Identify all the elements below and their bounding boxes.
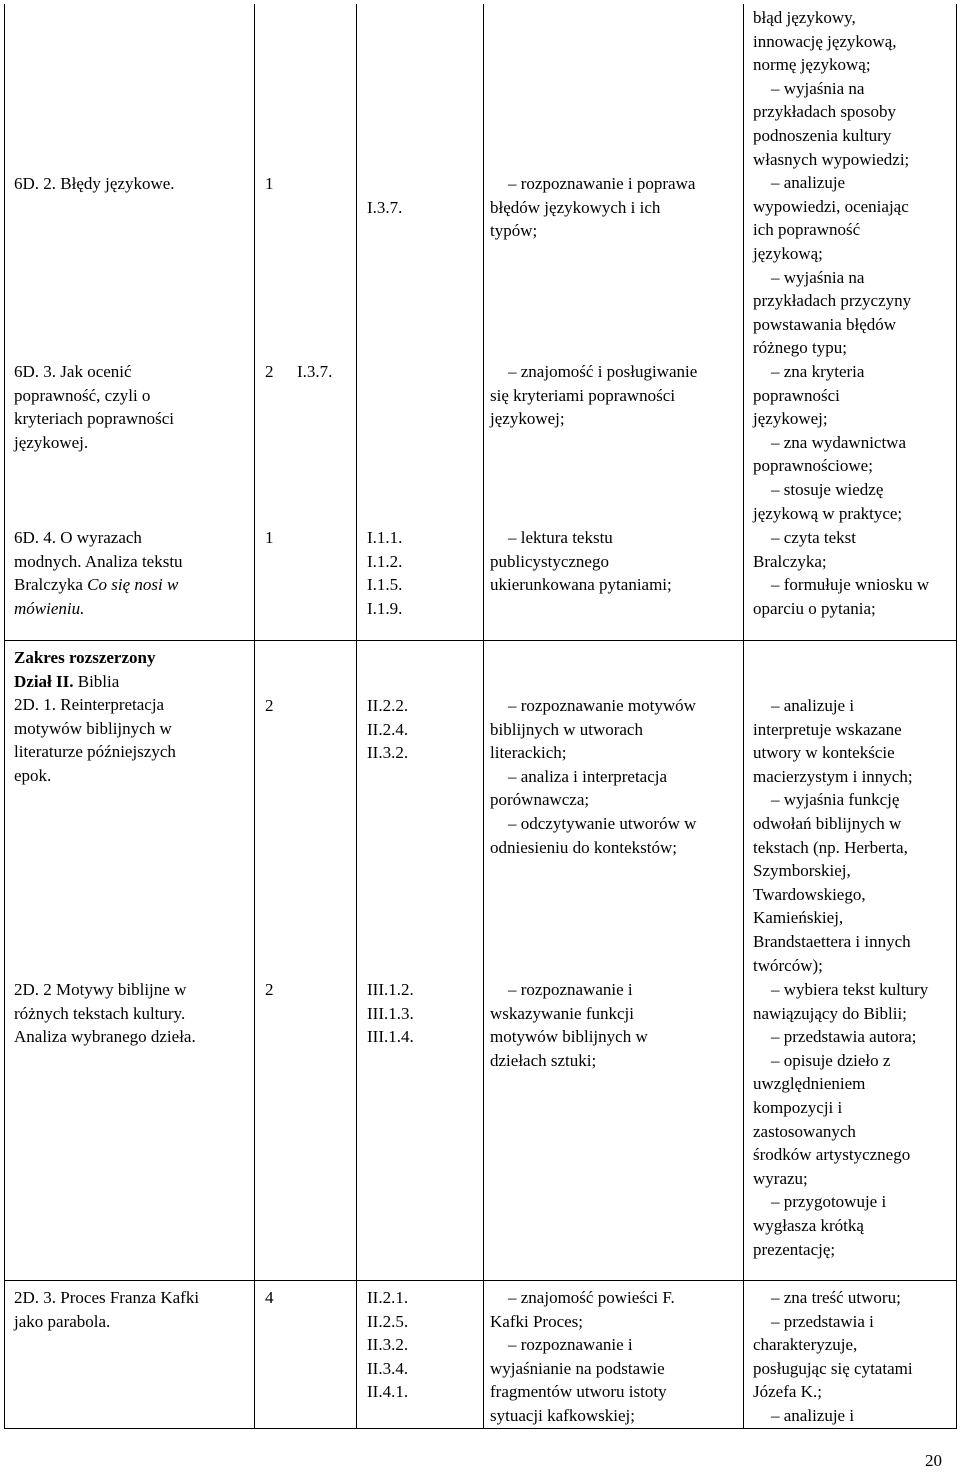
req-line: odwołań biblijnych w [753,813,902,833]
req-line: – zna wydawnictwa [753,431,906,455]
req-line: poprawnościowe; [753,456,873,476]
req-line: zastosowanych [753,1121,856,1141]
code-item: I.1.2. [367,551,403,571]
topic-cell [14,1286,199,1333]
topic-line: motywów biblijnych w [14,718,172,738]
hours-cell [265,526,274,550]
req-line: przykładach przyczyny [753,291,912,311]
req-line: – przedstawia i [753,1310,913,1334]
req-line: – przygotowuje i [753,1190,928,1214]
topic-line: Analiza wybranego dzieła. [14,1027,196,1047]
section-dzial-name: Biblia [73,671,120,691]
requirements-cell [753,694,913,977]
requirements-cell [753,1286,913,1428]
code-item: II.3.2. [367,1335,409,1355]
topic-line: 6D. 3. Jak ocenić [14,362,132,381]
req-line: Kamieńskiej, [753,908,844,928]
topic-line: 6D. 4. O wyrazach [14,528,142,547]
code-item: II.2.4. [367,719,409,739]
hours-value: 2 [265,362,274,381]
req-line: – wyjaśnia funkcję [753,788,913,812]
requirements-cell [753,978,928,1261]
requirements-cell [753,526,929,620]
content-line: publicystycznego [490,551,609,571]
topic-title-italic: Co się nosi w [87,575,179,595]
code-item: I.1.5. [367,575,403,595]
topic-line: 2D. 1. Reinterpretacja [14,695,165,715]
content-line: typów; [490,221,538,241]
topic-line: 2D. 2 Motywy biblijne w [14,980,187,999]
req-line: – wyjaśnia na [753,266,911,290]
requirements-cell [753,360,906,525]
codes-cell [367,526,402,620]
code-item: II.2.2. [367,696,409,715]
hours-value: 2 [265,980,274,999]
code-item: III.1.2. [367,980,414,999]
topic-line: poprawność, czyli o [14,385,151,405]
content-line: – analiza i interpretacja [490,765,696,789]
hours-cell [265,694,274,718]
req-line: własnych wypowiedzi; [753,149,910,169]
content-line: literackich; [490,743,567,763]
req-line: powstawania błędów [753,314,897,334]
topic-line-mixed [14,573,183,597]
req-line: wypowiedzi, oceniając [753,196,909,216]
hours-value: 2 [265,696,274,715]
req-line: – stosuje wiedzę [753,478,906,502]
codes-cell [367,978,414,1049]
content-line: sytuacji kafkowskiej; [490,1405,635,1425]
content-line: – rozpoznawanie i poprawa [490,172,695,196]
content-line: błędów językowych i ich [490,197,661,217]
req-line: środków artystycznego [753,1145,911,1165]
code-item: II.3.4. [367,1358,409,1378]
topic-cell [14,646,176,788]
req-line: ich poprawność [753,220,861,240]
content-line: – znajomość powieści F. [490,1286,675,1310]
topic-line: modnych. Analiza tekstu [14,551,183,571]
hours-value: 4 [265,1288,274,1307]
table-col-divider-4 [743,4,744,1428]
topic-line: językowej. [14,432,89,452]
content-cell [490,526,672,597]
requirements-cell [753,6,911,360]
req-line: innowację językową, [753,31,897,51]
req-line: kompozycji i [753,1097,843,1117]
content-line: ukierunkowana pytaniami; [490,575,672,595]
table-border-bottom [4,1428,957,1429]
hours-cell [265,172,274,196]
req-line: Twardowskiego, [753,884,866,904]
content-line: językowej; [490,409,565,429]
code-item: II.2.5. [367,1311,409,1331]
req-line: macierzystym i innych; [753,766,913,786]
content-line: dziełach sztuki; [490,1050,597,1070]
req-line: tekstach (np. Herberta, [753,837,908,857]
req-line: nawiązujący do Biblii; [753,1003,907,1023]
content-cell [490,978,648,1072]
topic-line: kryteriach poprawności [14,409,175,429]
section-subheading [14,670,176,694]
req-line: – czyta tekst [753,526,929,550]
hours-value: 1 [265,174,274,193]
req-line: poprawności [753,385,840,405]
content-line: – znajomość i posługiwanie [490,360,697,384]
req-line: – zna treść utworu; [753,1286,913,1310]
req-line: wyrazu; [753,1168,808,1188]
table-col-divider-2 [356,4,357,1428]
content-line: odniesieniu do kontekstów; [490,837,677,857]
content-line: wskazywanie funkcji [490,1003,634,1023]
content-line: – lektura tekstu [490,526,672,550]
content-line: się kryteriami poprawności [490,385,676,405]
code-item: I.3.7. [367,198,403,217]
code-item: II.3.2. [367,743,409,763]
section-heading: Zakres rozszerzony [14,648,156,667]
req-line: normę językową; [753,55,871,75]
req-line: – zna kryteria [753,360,906,384]
table-col-divider-3 [483,4,484,1428]
table-border-left [4,4,5,1428]
code-item: I.3.7. [297,362,333,381]
topic-cell [14,172,175,196]
table-row-divider-1 [4,640,957,641]
topic-cell [14,526,183,620]
page-number: 20 [925,1451,942,1471]
req-line: – analizuje [753,171,911,195]
content-cell [490,172,695,243]
req-line: oparciu o pytania; [753,598,876,618]
table-col-divider-1 [254,4,255,1428]
content-cell [490,1286,675,1428]
code-item: III.1.3. [367,1003,414,1023]
content-line: – rozpoznawanie i [490,1333,675,1357]
content-line: Kafki Proces; [490,1311,584,1331]
codes-cell [367,694,408,765]
code-item: I.1.1. [367,528,403,547]
hours-cell [265,978,274,1002]
codes-cell [367,196,402,220]
req-line: uwzględnieniem [753,1074,866,1094]
code-item: II.2.1. [367,1288,409,1307]
req-line: – przedstawia autora; [753,1025,928,1049]
content-line: wyjaśnianie na podstawie [490,1358,665,1378]
content-line: porównawcza; [490,790,590,810]
req-line: Józefa K.; [753,1382,822,1402]
req-line: – analizuje i [753,1404,913,1428]
content-line: – rozpoznawanie i [490,978,648,1002]
req-line: językową w praktyce; [753,503,903,523]
code-item: III.1.4. [367,1027,414,1047]
req-line: twórców); [753,955,823,975]
req-line: Szymborskiej, [753,861,851,881]
hours-value: 1 [265,528,274,547]
content-line: – rozpoznawanie motywów [490,694,696,718]
code-item: I.1.9. [367,598,403,618]
codes-cell [297,360,332,384]
topic-line: jako parabola. [14,1311,111,1331]
req-line: językową; [753,243,823,263]
codes-cell [367,1286,408,1404]
topic-line: literaturze późniejszych [14,742,176,762]
table-row-divider-2 [4,1280,957,1281]
req-line: charakteryzuje, [753,1335,858,1355]
req-line: językowej; [753,409,828,429]
code-item: II.4.1. [367,1382,409,1402]
req-line: przykładach sposoby [753,102,897,122]
topic-line: różnych tekstach kultury. [14,1003,186,1023]
topic-cell [14,978,196,1049]
content-line: fragmentów utworu istoty [490,1382,667,1402]
req-line: utwory w kontekście [753,743,895,763]
hours-cell [265,1286,274,1310]
req-line: Brandstaettera i innych [753,931,911,951]
req-line: różnego typu; [753,338,847,358]
req-line: – wyjaśnia na [753,77,911,101]
req-line: – analizuje i [753,694,913,718]
req-line: – wybiera tekst kultury [753,978,928,1002]
req-line: – formułuje wniosku w [753,573,929,597]
section-dzial: Dział II. [14,671,74,691]
req-line: interpretuje wskazane [753,719,902,739]
content-line: – odczytywanie utworów w [490,812,696,836]
content-line: biblijnych w utworach [490,719,643,739]
req-line: posługując się cytatami [753,1358,913,1378]
topic-line: epok. [14,765,52,785]
topic-cell [14,360,174,454]
table-border-right [956,4,957,1428]
content-cell [490,360,697,431]
content-cell [490,694,696,859]
hours-cell [265,360,274,384]
topic-line: 6D. 2. Błędy językowe. [14,174,175,193]
req-line: – opisuje dzieło z [753,1049,928,1073]
topic-author: Bralczyka [14,575,88,595]
content-line: motywów biblijnych w [490,1027,648,1047]
req-line: wygłasza krótką [753,1215,864,1235]
req-line: Bralczyka; [753,551,827,571]
req-line: podnoszenia kultury [753,125,892,145]
topic-line: 2D. 3. Proces Franza Kafki [14,1288,200,1307]
req-line: błąd językowy, [753,8,856,27]
req-line: prezentację; [753,1239,836,1259]
topic-title-italic: mówieniu. [14,598,85,618]
